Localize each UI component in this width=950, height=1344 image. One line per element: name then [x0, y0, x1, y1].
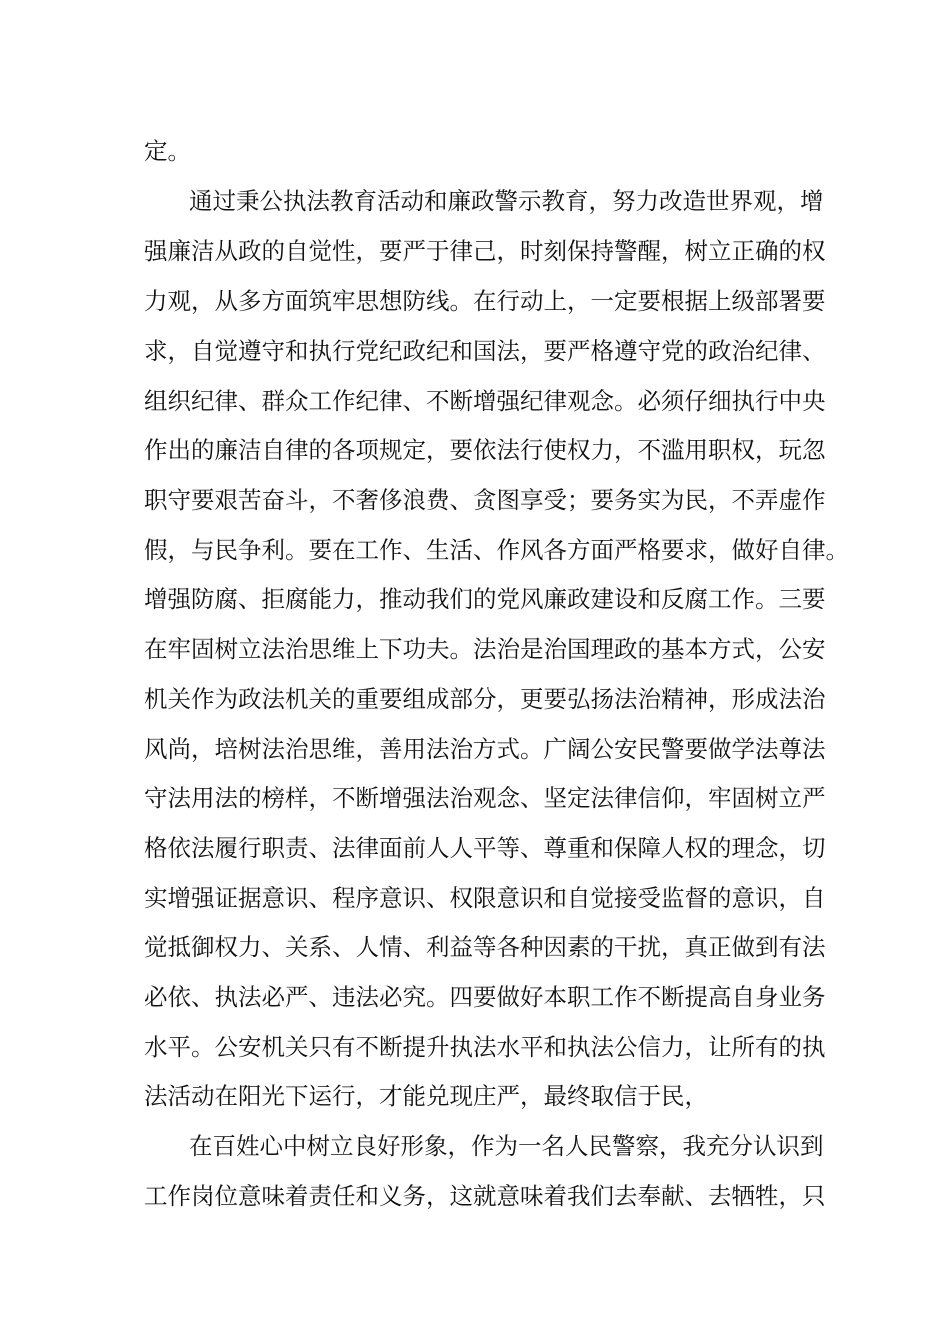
text-line: 假，与民争利。要在工作、生活、作风各方面严格要求，做好自律。 [144, 536, 849, 564]
text-line: 职守要艰苦奋斗，不奢侈浪费、贪图享受；要务实为民，不弄虚作 [144, 486, 826, 514]
text-line: 工作岗位意味着责任和义务，这就意味着我们去奉献、去牺牲，只 [144, 1182, 826, 1210]
text-line: 必依、执法必严、违法必究。四要做好本职工作不断提高自身业务 [144, 983, 826, 1011]
paragraph-first-line: 在百姓心中树立良好形象，作为一名人民警察，我充分认识到 [189, 1132, 824, 1160]
text-line: 实增强证据意识、程序意识、权限意识和自觉接受监督的意识，自 [144, 884, 826, 912]
text-line: 组织纪律、群众工作纪律、不断增强纪律观念。必须仔细执行中央 [144, 387, 826, 415]
text-line: 法活动在阳光下运行，才能兑现庄严，最终取信于民， [144, 1082, 708, 1110]
text-line: 增强防腐、拒腐能力，推动我们的党风廉政建设和反腐工作。三要 [144, 585, 826, 613]
text-line: 在牢固树立法治思维上下功夫。法治是治国理政的基本方式，公安 [144, 635, 826, 663]
text-line: 定。 [144, 137, 191, 165]
paragraph-first-line: 通过秉公执法教育活动和廉政警示教育，努力改造世界观，增 [189, 187, 824, 215]
text-line: 力观，从多方面筑牢思想防线。在行动上，一定要根据上级部署要 [144, 287, 826, 315]
text-line: 机关作为政法机关的重要组成部分，更要弘扬法治精神，形成法治 [144, 685, 826, 713]
text-line: 风尚，培树法治思维，善用法治方式。广阔公安民警要做学法尊法 [144, 735, 826, 763]
text-line: 强廉洁从政的自觉性，要严于律己，时刻保持警醒，树立正确的权 [144, 237, 826, 265]
text-line: 觉抵御权力、关系、人情、利益等各种因素的干扰，真正做到有法 [144, 933, 826, 961]
text-line: 守法用法的榜样，不断增强法治观念、坚定法律信仰，牢固树立严 [144, 784, 826, 812]
text-line: 格依法履行职责、法律面前人人平等、尊重和保障人权的理念，切 [144, 834, 826, 862]
text-line: 水平。公安机关只有不断提升执法水平和执法公信力，让所有的执 [144, 1033, 826, 1061]
text-line: 求，自觉遵守和执行党纪政纪和国法，要严格遵守党的政治纪律、 [144, 337, 826, 365]
text-line: 作出的廉洁自律的各项规定，要依法行使权力，不滥用职权，玩忽 [144, 436, 826, 464]
